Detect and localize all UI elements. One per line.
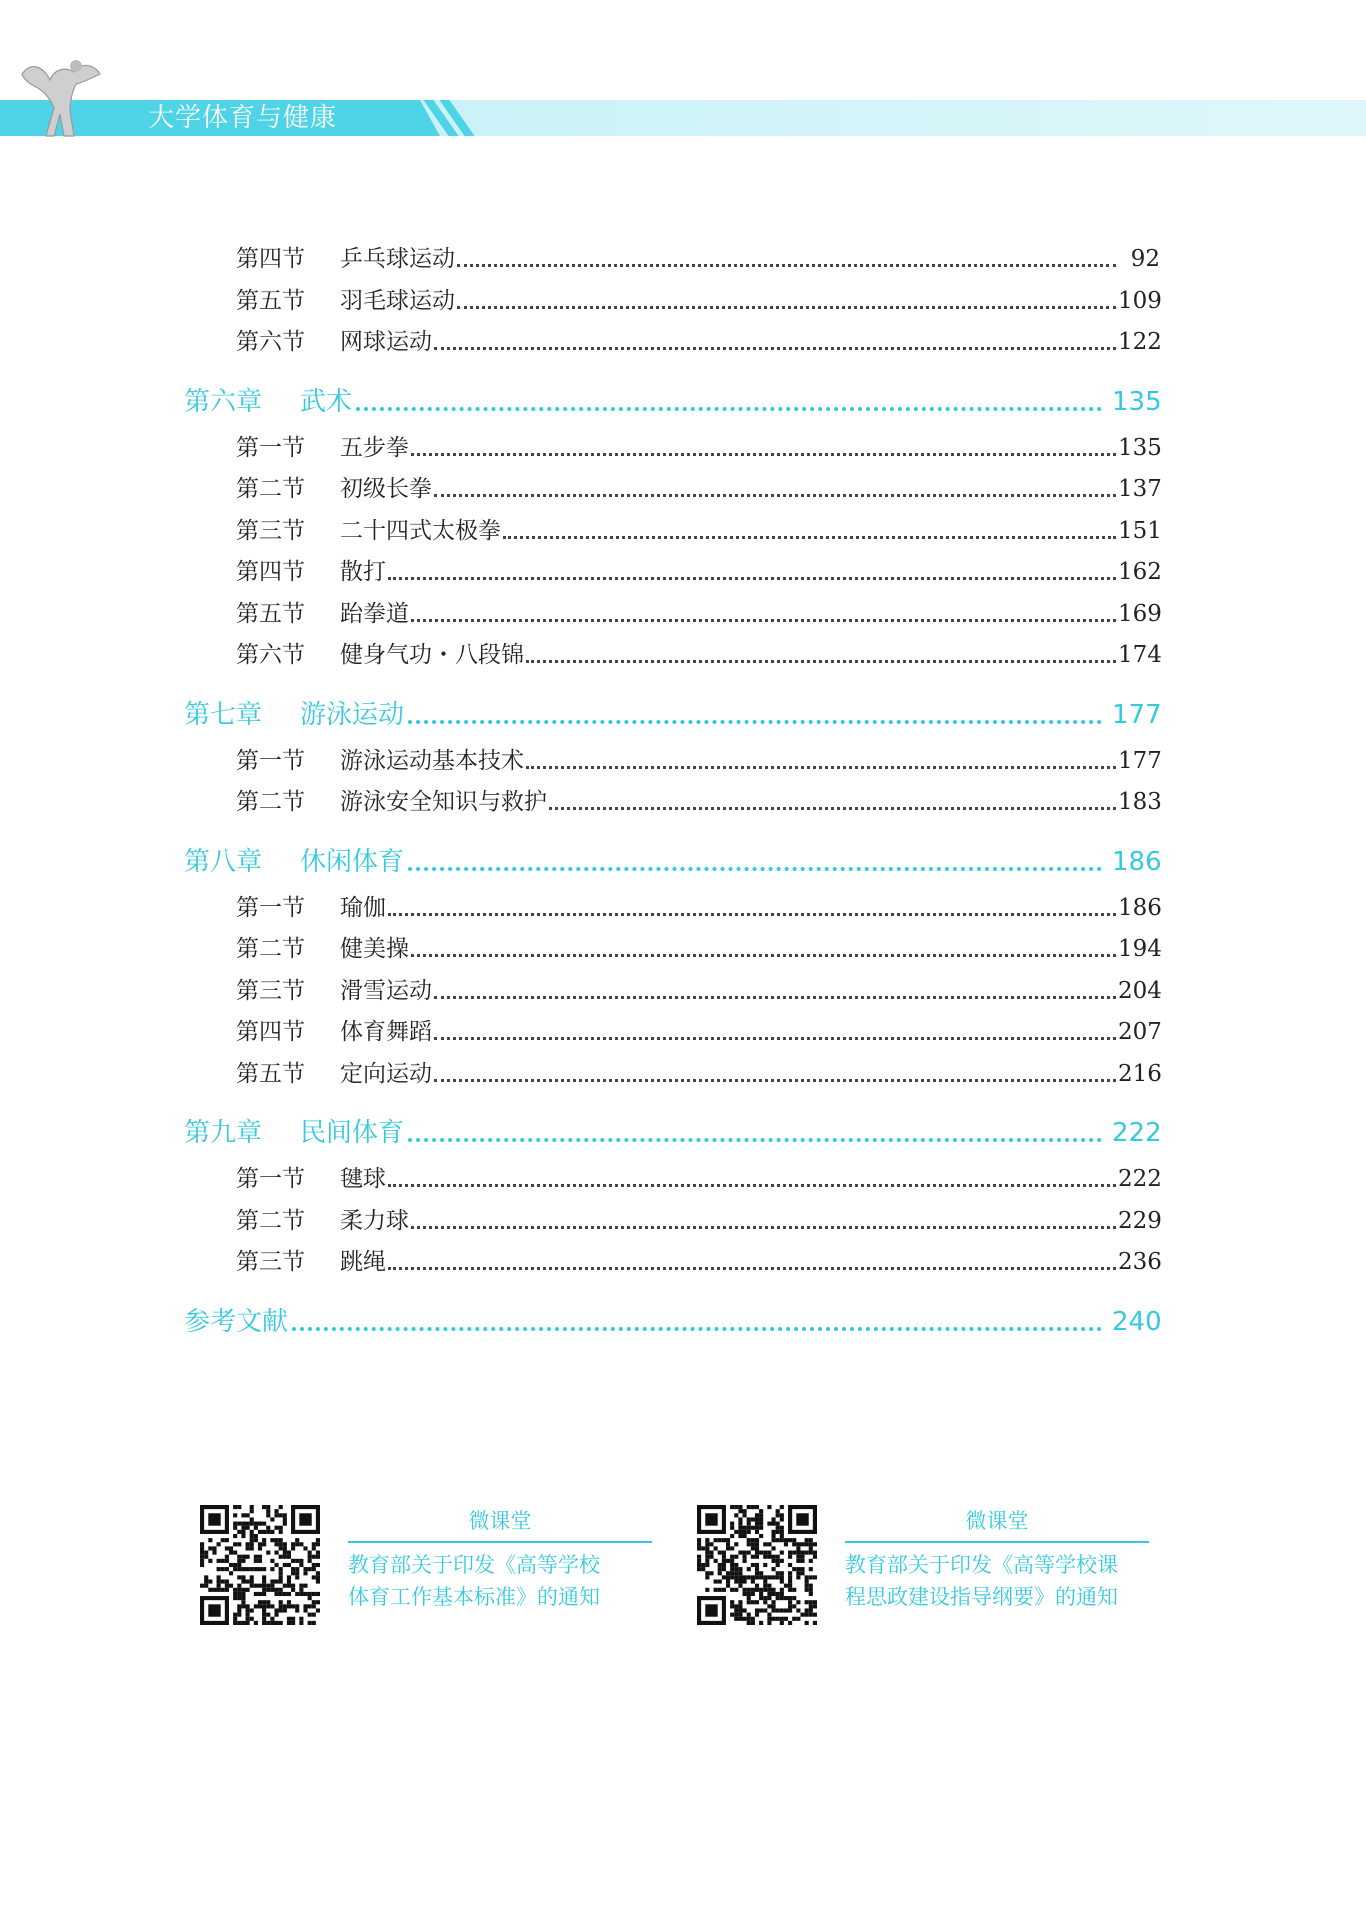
chapter-number: 第九章 [184, 1118, 263, 1148]
section-number: 第五节 [236, 600, 305, 627]
toc-section-row [184, 470, 1160, 512]
section-page-number: 207 [1118, 1019, 1162, 1045]
section-page-number: 177 [1118, 747, 1162, 774]
section-page-number: 222 [1118, 1166, 1162, 1192]
qr-card-1 [200, 1505, 670, 1630]
section-number: 第二节 [236, 476, 305, 502]
chapter-title: 参考文献 [184, 1306, 289, 1337]
toc-chapter-row [184, 381, 1160, 429]
section-number: 第四节 [236, 246, 305, 272]
qr-card-heading: 微课堂 [348, 1505, 652, 1543]
section-title: 柔力球 [340, 1207, 409, 1234]
dot-leader [434, 347, 1116, 350]
dot-leader [526, 766, 1116, 769]
chapter-title: 休闲体育 [300, 846, 405, 877]
section-title: 乒乓球运动 [340, 246, 455, 272]
toc-section-row [184, 636, 1160, 678]
section-number: 第六节 [236, 642, 305, 668]
dot-leader [434, 1037, 1116, 1040]
section-page-number: 186 [1118, 894, 1162, 921]
section-page-number: 236 [1118, 1249, 1162, 1275]
section-page-number: 151 [1118, 517, 1162, 544]
dot-leader [434, 996, 1116, 999]
section-title: 健身气功・八段锦 [340, 642, 524, 668]
section-page-number: 92 [1130, 246, 1160, 272]
toc-section-row [184, 595, 1160, 637]
section-number: 第三节 [236, 517, 305, 544]
dot-leader [411, 954, 1116, 957]
section-title: 散打 [340, 559, 386, 585]
dot-leader [408, 867, 1102, 871]
qr-code-icon [697, 1505, 817, 1625]
section-page-number: 229 [1118, 1207, 1162, 1234]
chapter-title: 武术 [300, 386, 353, 417]
section-number: 第三节 [236, 1249, 305, 1275]
section-title: 二十四式太极拳 [340, 517, 501, 544]
section-number: 第三节 [236, 977, 305, 1004]
section-page-number: 174 [1118, 642, 1162, 668]
toc-chapter-row [184, 841, 1160, 889]
dot-leader [388, 1184, 1116, 1187]
section-number: 第二节 [236, 789, 305, 815]
dot-leader [434, 494, 1116, 497]
section-title: 健美操 [340, 936, 409, 962]
section-page-number: 169 [1118, 600, 1162, 627]
qr-card-description: 教育部关于印发《高等学校 体育工作基本标准》的通知 [348, 1553, 600, 1609]
toc-section-row [184, 512, 1160, 554]
toc-section-row [184, 282, 1160, 324]
dot-leader [408, 1138, 1102, 1142]
toc-section-row [184, 783, 1160, 825]
section-number: 第五节 [236, 1060, 305, 1087]
section-number: 第五节 [236, 287, 305, 314]
dot-leader [411, 453, 1116, 456]
qr-code-icon [200, 1505, 320, 1625]
dot-leader [388, 1267, 1116, 1270]
qr-card-heading: 微课堂 [845, 1505, 1149, 1543]
section-title: 跳绳 [340, 1249, 386, 1275]
section-number: 第一节 [236, 894, 305, 921]
section-page-number: 135 [1118, 434, 1162, 461]
dot-leader [549, 807, 1116, 810]
section-number: 第四节 [236, 559, 305, 585]
toc-section-row [184, 889, 1160, 931]
section-page-number: 204 [1118, 977, 1162, 1004]
section-title: 羽毛球运动 [340, 287, 455, 314]
section-title: 体育舞蹈 [340, 1019, 432, 1045]
dot-leader [457, 264, 1116, 267]
section-title: 初级长拳 [340, 476, 432, 502]
table-of-contents [184, 240, 1160, 1349]
dot-leader [411, 619, 1116, 622]
chapter-number: 第七章 [184, 699, 263, 730]
dot-leader [411, 1226, 1116, 1229]
section-page-number: 194 [1118, 936, 1162, 962]
chapter-title: 民间体育 [300, 1118, 405, 1148]
section-title: 定向运动 [340, 1060, 432, 1087]
section-title: 游泳安全知识与救护 [340, 789, 547, 815]
toc-chapter-row [184, 694, 1160, 742]
chapter-title: 游泳运动 [300, 699, 405, 730]
dot-leader [356, 407, 1102, 411]
section-number: 第二节 [236, 936, 305, 962]
chapter-page-number: 186 [1112, 846, 1162, 877]
toc-section-row [184, 323, 1160, 365]
dot-leader [457, 306, 1116, 309]
chapter-page-number: 135 [1112, 386, 1162, 417]
chapter-page-number: 177 [1112, 699, 1162, 730]
dot-leader [434, 1079, 1116, 1082]
toc-section-row [184, 1243, 1160, 1285]
section-title: 毽球 [340, 1166, 386, 1192]
toc-section-row [184, 429, 1160, 471]
dot-leader [526, 660, 1116, 663]
chapter-number: 第六章 [184, 386, 263, 417]
page-header [0, 0, 1366, 150]
section-page-number: 162 [1118, 559, 1162, 585]
toc-section-row [184, 972, 1160, 1014]
section-page-number: 109 [1118, 287, 1162, 314]
toc-section-row [184, 553, 1160, 595]
dot-leader [388, 577, 1116, 580]
qr-card-description: 教育部关于印发《高等学校课 程思政建设指导纲要》的通知 [845, 1553, 1118, 1609]
dot-leader [408, 720, 1102, 724]
dot-leader [388, 913, 1116, 916]
section-page-number: 137 [1118, 476, 1162, 502]
section-title: 五步拳 [340, 434, 409, 461]
section-number: 第一节 [236, 747, 305, 774]
section-page-number: 183 [1118, 789, 1162, 815]
chapter-number: 第八章 [184, 846, 263, 877]
gymnast-logo-icon [14, 52, 104, 138]
section-number: 第六节 [236, 329, 305, 355]
section-title: 网球运动 [340, 329, 432, 355]
section-page-number: 216 [1118, 1060, 1162, 1087]
dot-leader [292, 1327, 1102, 1331]
toc-section-row [184, 1160, 1160, 1202]
section-number: 第二节 [236, 1207, 305, 1234]
toc-chapter-row [184, 1301, 1160, 1349]
section-title: 游泳运动基本技术 [340, 747, 524, 774]
section-title: 跆拳道 [340, 600, 409, 627]
toc-section-row [184, 240, 1160, 282]
toc-section-row [184, 1013, 1160, 1055]
book-title: 大学体育与健康 [148, 103, 338, 133]
toc-section-row [184, 1202, 1160, 1244]
chapter-page-number: 222 [1112, 1118, 1162, 1148]
section-title: 瑜伽 [340, 894, 386, 921]
section-number: 第一节 [236, 434, 305, 461]
section-number: 第四节 [236, 1019, 305, 1045]
section-number: 第一节 [236, 1166, 305, 1192]
section-title: 滑雪运动 [340, 977, 432, 1004]
section-page-number: 122 [1118, 329, 1162, 355]
toc-section-row [184, 1055, 1160, 1097]
qr-card-2 [697, 1505, 1167, 1630]
toc-chapter-row [184, 1112, 1160, 1160]
chapter-page-number: 240 [1112, 1306, 1162, 1337]
dot-leader [503, 536, 1116, 539]
toc-section-row [184, 930, 1160, 972]
toc-section-row [184, 742, 1160, 784]
